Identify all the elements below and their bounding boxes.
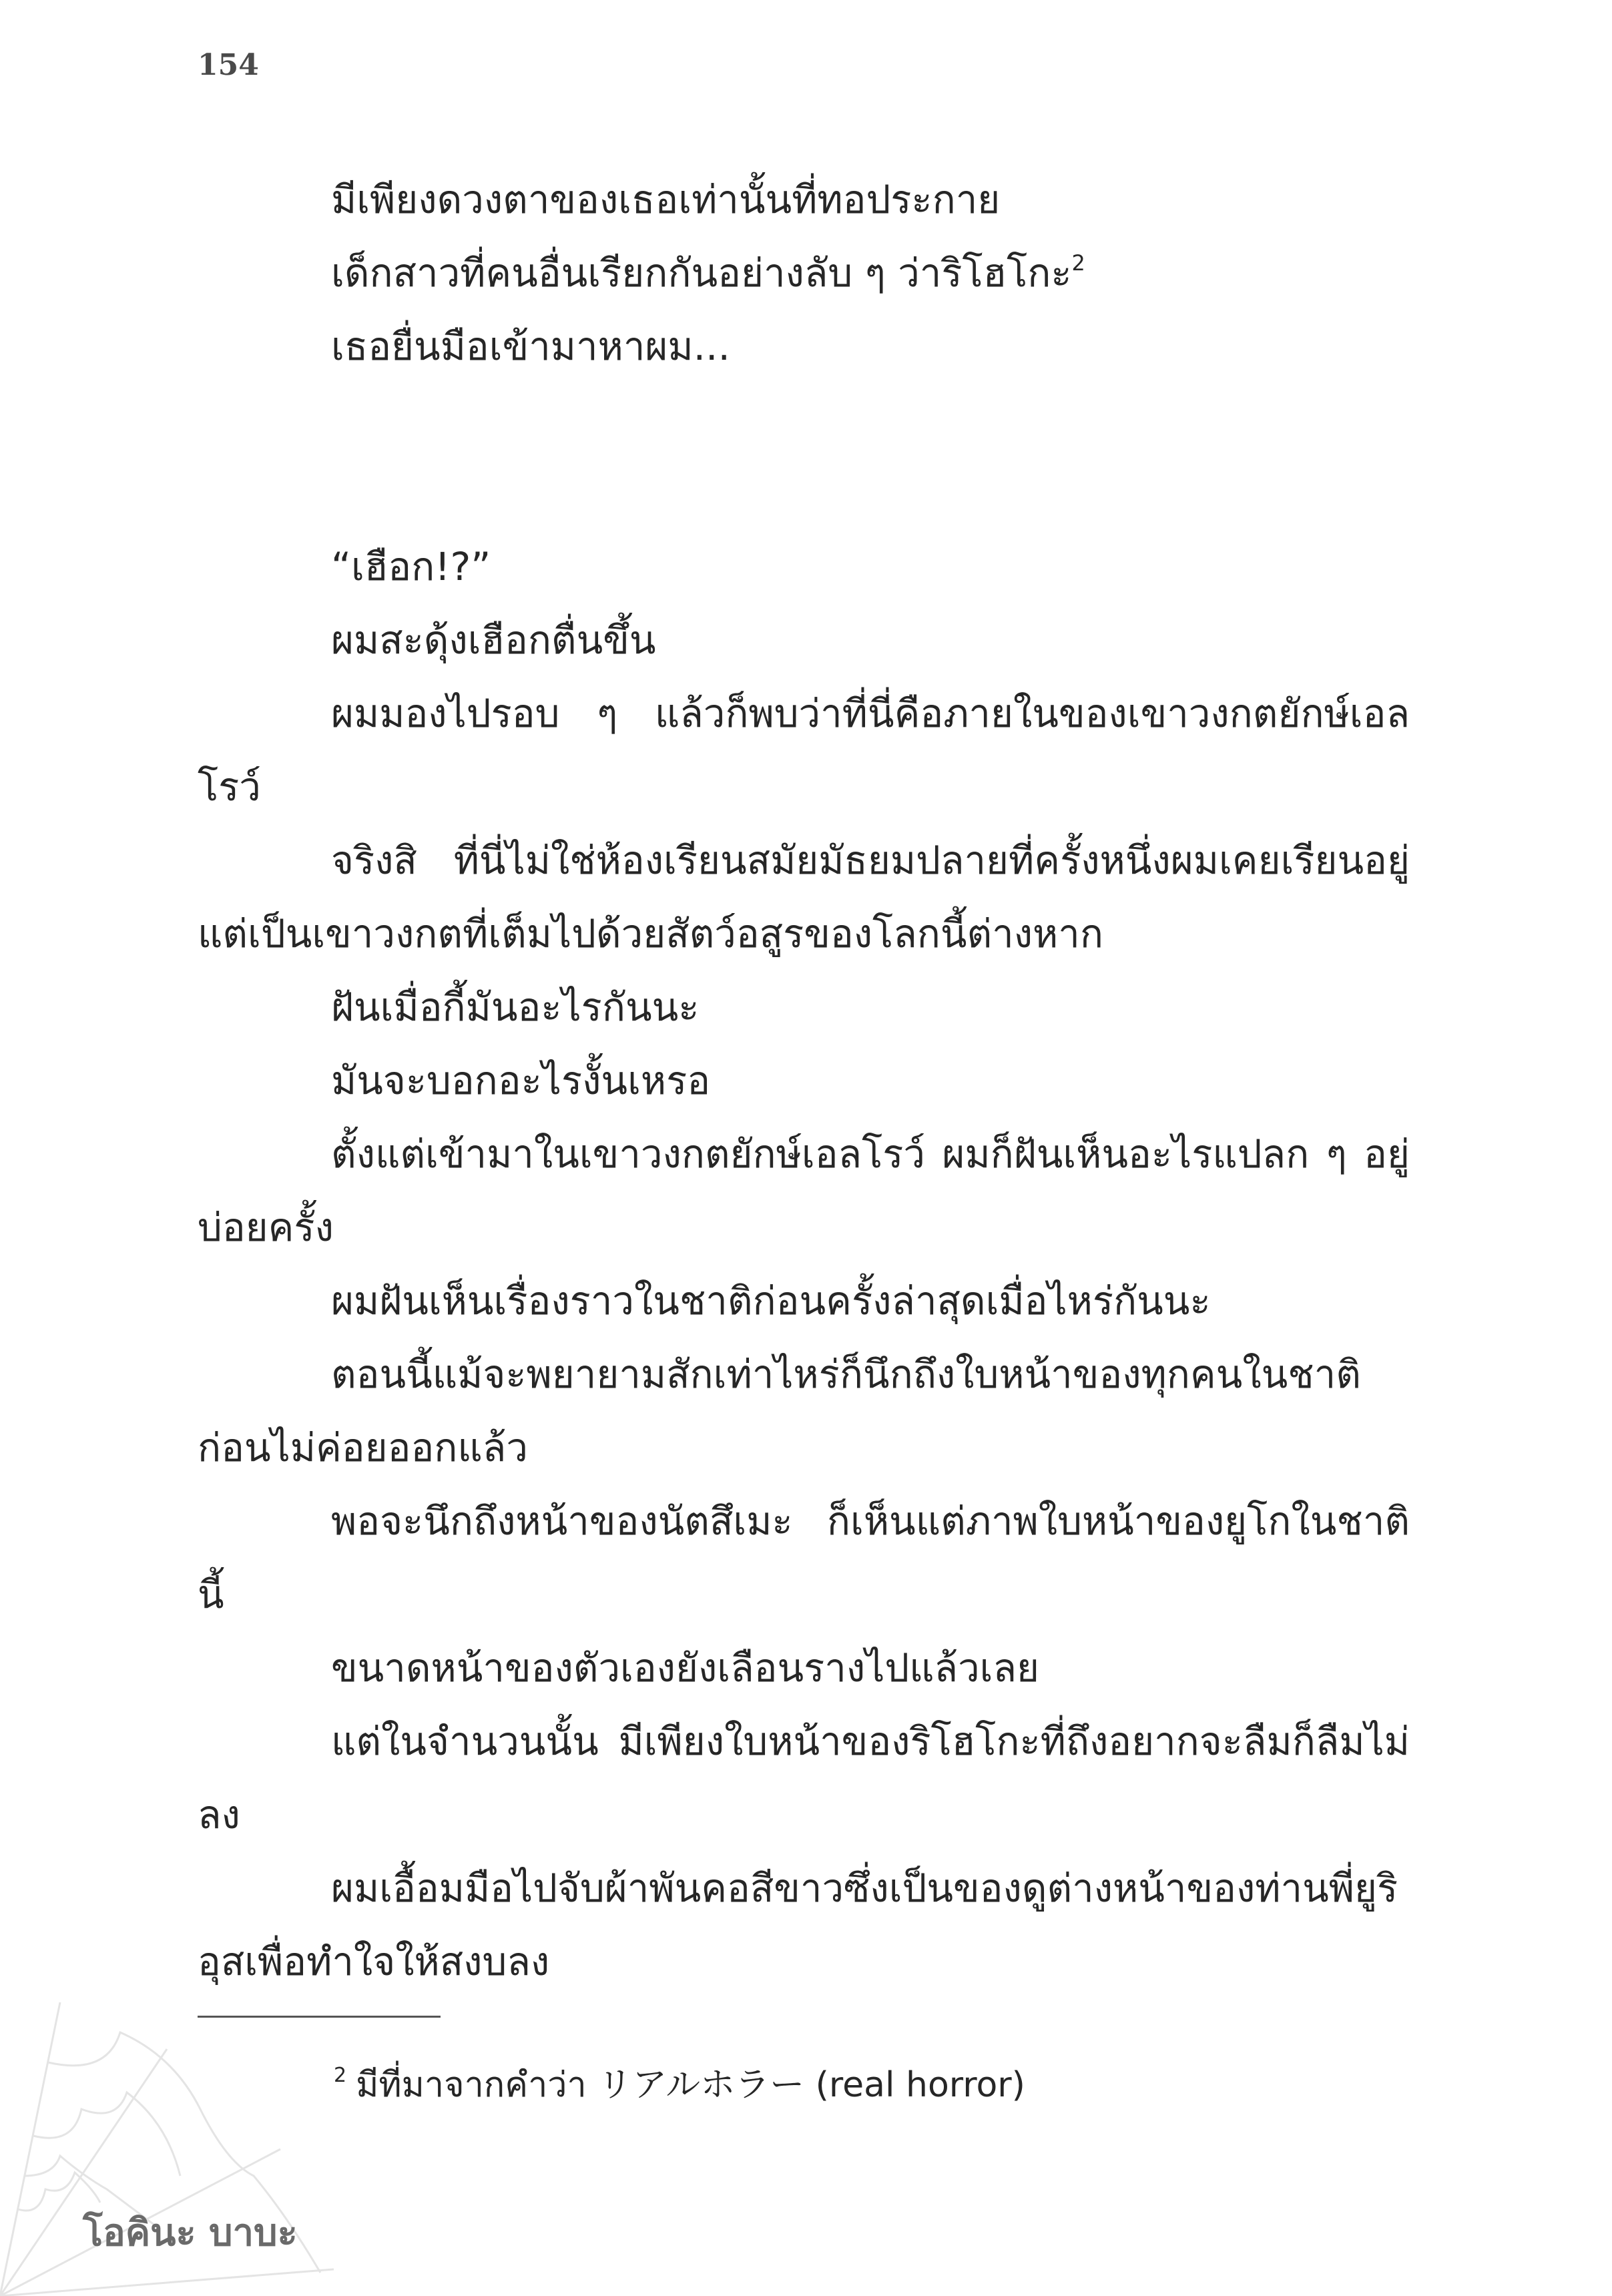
footnote [334, 2049, 1025, 2112]
footnote-marker: 2 [334, 2064, 347, 2087]
page-number: 154 [198, 48, 259, 82]
paragraph: พอจะนึกถึงหน้าของนัตสึเมะ ก็เห็นแต่ภาพใบหน้าของยูโกในชาตินี้ [198, 1498, 1410, 1617]
paragraph: ผมเอื้อมมือไปจับผ้าพันคอสีขาวซึ่งเป็นของดูต่างหน้าของท่านพี่ยูริอุสเพื่อทำใจให้สงบลง [198, 1866, 1398, 1984]
paragraph: ผมฝันเห็นเรื่องราวในชาติก่อนครั้งล่าสุดเมื่อไหร่กันนะ [331, 1278, 1211, 1324]
paragraph: “เฮือก!?” [331, 544, 491, 589]
footnote-reference: 2 [1071, 250, 1085, 276]
paragraph: ตั้งแต่เข้ามาในเขาวงกตยักษ์เอลโรว์ ผมก็ฝันเห็นอะไรแปลก ๆ อยู่บ่อยครั้ง [198, 1131, 1410, 1250]
paragraph: มันจะบอกอะไรงั้นเหรอ [331, 1058, 711, 1103]
scene-break [198, 383, 1410, 530]
body-text [198, 163, 1410, 1998]
paragraph: เธอยื่นมือเข้ามาหาผม... [331, 324, 730, 369]
paragraph: มีเพียงดวงตาของเธอเท่านั้นที่ทอประกาย [331, 177, 1001, 222]
paragraph: ผมสะดุ้งเฮือกตื่นขึ้น [331, 617, 656, 663]
paragraph: ตอนนี้แม้จะพยายามสักเท่าไหร่ก็นึกถึงใบหน้าของทุกคนในชาติก่อนไม่ค่อยออกแล้ว [198, 1352, 1361, 1470]
paragraph-text: เด็กสาวที่คนอื่นเรียกกันอย่างลับ ๆ ว่าริโฮโกะ [331, 250, 1072, 296]
paragraph [198, 236, 1410, 310]
footnote-text: มีที่มาจากคำว่า リアルホラー (real horror) [356, 2065, 1025, 2105]
paragraph: ฝันเมื่อกี้มันอะไรกันนะ [331, 984, 700, 1030]
paragraph: ขนาดหน้าของตัวเองยังเลือนรางไปแล้วเลย [331, 1645, 1040, 1691]
paragraph: จริงสิ ที่นี่ไม่ใช่ห้องเรียนสมัยมัธยมปลายที่ครั้งหนึ่งผมเคยเรียนอยู่ แต่เป็นเขาวงกตที่เต็มไปด้วยสัตว์อสูรของโลกนี้ต่างหาก [198, 838, 1410, 956]
paragraph: ผมมองไปรอบ ๆ แล้วก็พบว่าที่นี่คือภายในของเขาวงกตยักษ์เอลโรว์ [198, 691, 1410, 810]
paragraph: แต่ในจำนวนนั้น มีเพียงใบหน้าของริโฮโกะที่ถึงอยากจะลืมก็ลืมไม่ลง [198, 1719, 1410, 1837]
author-name: โอคินะ บาบะ [83, 2211, 298, 2255]
